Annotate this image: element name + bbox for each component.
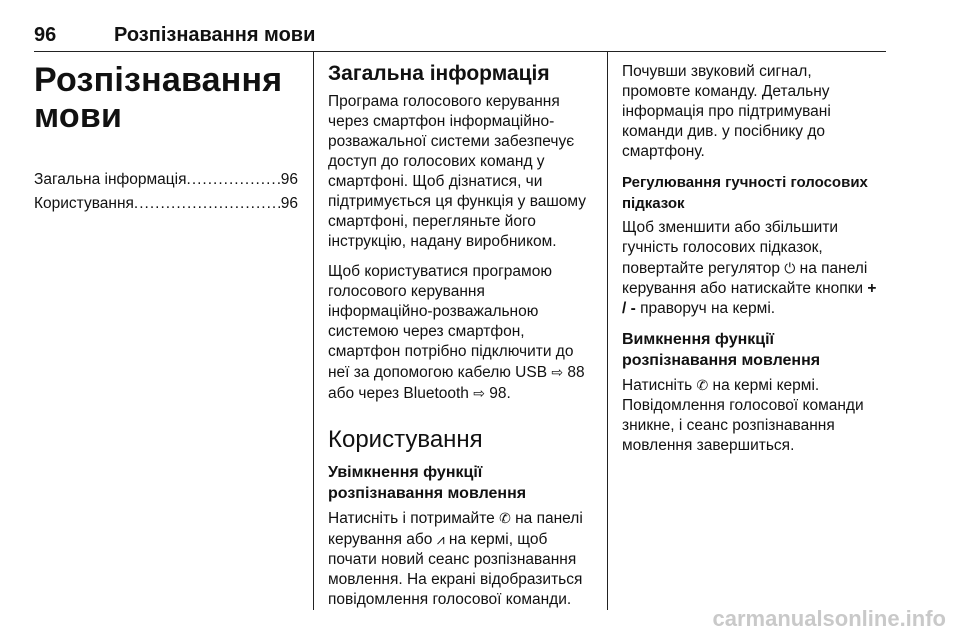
column-2 — [328, 62, 590, 620]
page-number: 96 — [34, 24, 57, 46]
text: Натисніть — [622, 377, 697, 394]
text: Щоб зменшити або збільшити гучність голосових підказок, повертайте регулятор — [622, 219, 839, 277]
column-1 — [34, 62, 298, 216]
paragraph-volume — [622, 218, 884, 319]
paragraph-connection — [328, 262, 590, 404]
text: на панелі керування або натискайте кнопки — [622, 260, 868, 297]
column-3 — [622, 62, 884, 466]
subheading-disable-voice — [622, 329, 884, 371]
section-title-general-info: Загальна інформація — [328, 62, 550, 85]
volume-keys: + / - — [622, 280, 877, 317]
toc-page: 96 — [280, 195, 298, 212]
text: на панелі керування або — [328, 510, 583, 548]
page-ref-bluetooth[interactable]: 98 — [489, 385, 507, 402]
text: Натисніть і потримайте — [328, 510, 500, 527]
toc-entry-usage[interactable] — [34, 192, 298, 216]
text: на кермі кермі. Повідомлення голосової команди зникне, і сеанс розпізнавання мовлення завершиться. — [622, 377, 864, 454]
watermark: carmanualsonline.info — [712, 606, 946, 631]
column-divider-1 — [313, 52, 314, 610]
toc-leader — [134, 192, 281, 216]
text: розпізнавання мовлення — [622, 352, 821, 369]
phone-icon: ✆ — [696, 377, 709, 393]
header-divider — [34, 51, 886, 52]
text: . — [506, 385, 511, 402]
subheading-volume: Регулювання гучності голосових підказок — [622, 174, 868, 212]
power-knob-icon: ⏻ — [784, 260, 796, 276]
section-title-usage: Користування — [328, 426, 483, 453]
paragraph-intro: Програма голосового керування через смартфон інформаційно-розважальної системи забезпечує доступ до голосових команд у смартфоні. Щоб дізнатися, чи підтримується ця функція у вашому смартфоні, перегляньте його інструкцію, надану виробником. — [328, 93, 587, 250]
text: розпізнавання мовлення — [328, 485, 527, 502]
paragraph-disable-voice — [622, 375, 884, 456]
page-ref-usb[interactable]: 88 — [567, 364, 585, 381]
column-divider-2 — [607, 52, 608, 610]
toc-page: 96 — [280, 171, 298, 188]
chapter-title — [34, 62, 298, 134]
toc-label: Загальна інформація — [34, 171, 187, 188]
toc-label: Користування — [34, 195, 134, 212]
text: праворуч на кермі. — [635, 300, 776, 317]
voice-command-icon: ⩘ — [436, 531, 445, 547]
chapter-title-line-2: мови — [34, 97, 123, 135]
running-title: Розпізнавання мови — [114, 24, 316, 46]
subheading-enable-voice — [328, 462, 590, 504]
paragraph-after-beep: Почувши звуковий сигнал, промовте команду. Детальну інформація про підтримувані команди див. у посібнику до смартфону. — [622, 63, 831, 160]
chapter-title-line-1: Розпізнавання — [34, 61, 283, 99]
text: Вимкнення функції — [622, 331, 775, 348]
toc-leader — [187, 168, 281, 192]
table-of-contents — [34, 168, 298, 216]
text: на кермі, щоб почати новий сеанс розпізнавання мовлення. На екрані відобразиться повідомлення голосової команди. — [328, 531, 583, 608]
text: Щоб користуватися програмою голосового керування інформаційно-розважальною системою через смартфон, смартфон потрібно підключити до неї за допомогою кабелю USB — [328, 263, 574, 381]
paragraph-enable-voice — [328, 508, 590, 610]
text: Увімкнення функції — [328, 464, 483, 481]
text: або через Bluetooth — [328, 385, 474, 402]
toc-entry-general-info[interactable] — [34, 168, 298, 192]
reference-arrow-icon: ⇨ — [473, 385, 485, 401]
phone-icon: ✆ — [499, 510, 511, 526]
page-header — [34, 24, 886, 50]
reference-arrow-icon: ⇨ — [551, 364, 564, 380]
